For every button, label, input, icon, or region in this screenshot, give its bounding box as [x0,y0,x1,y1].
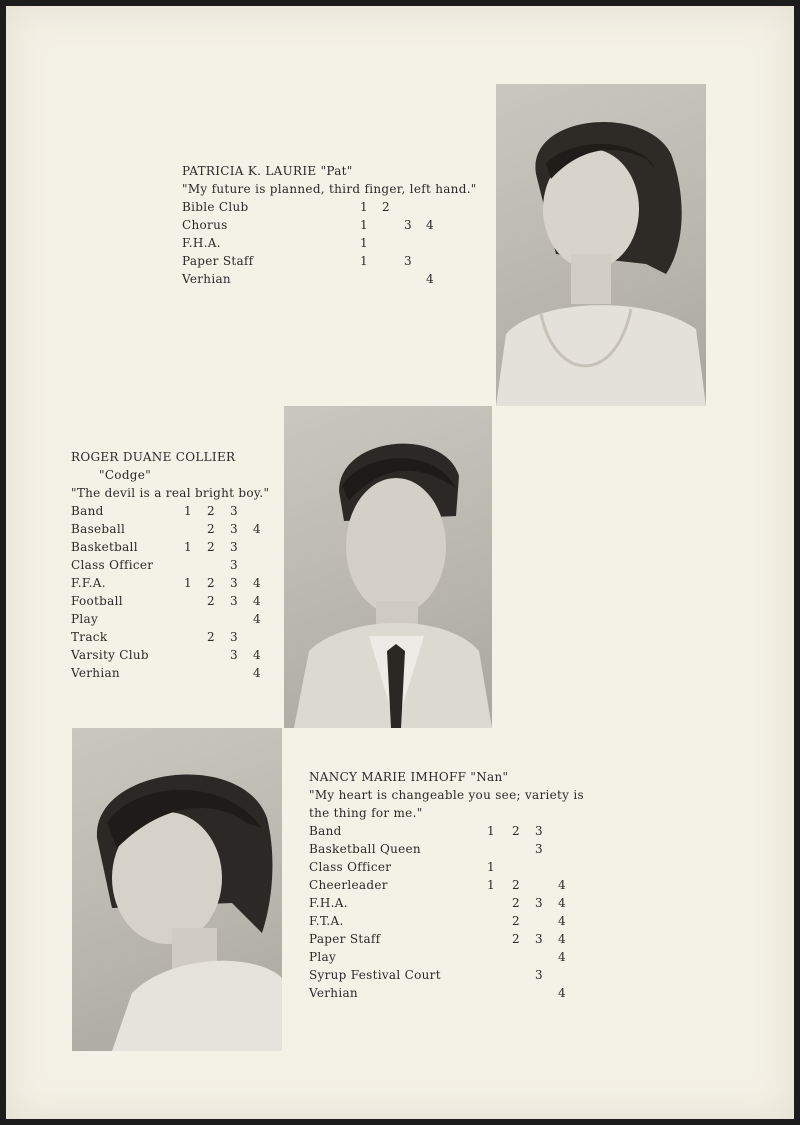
activity-year: 3 [404,254,412,268]
student-nickname: "Codge" [99,468,152,482]
activity-year: 2 [207,522,215,536]
activity-list [309,822,584,1002]
activity-row [71,610,269,628]
activity-year: 4 [558,896,566,910]
activity-row [71,556,269,574]
activity-list [71,502,269,682]
activity-row [182,252,477,270]
activity-year: 2 [512,878,520,892]
activity-label: Basketball [71,540,138,554]
activity-label: Bible Club [182,200,249,214]
activity-row [309,930,584,948]
activity-list [182,198,477,288]
activity-year: 3 [535,968,543,982]
activity-year: 1 [360,218,368,232]
activity-row [71,538,269,556]
activity-label: Track [71,630,108,644]
activity-row [182,270,477,288]
activity-row [309,912,584,930]
student-nickname: "Nan" [470,770,509,784]
yearbook-page [6,6,794,1119]
student-quote-line: "My heart is changeable you see; variety is [309,788,584,802]
activity-year: 3 [404,218,412,232]
activity-label: Play [71,612,99,626]
activity-label: Cheerleader [309,878,388,892]
activity-label: Baseball [71,522,126,536]
activity-year: 3 [535,896,543,910]
student-quote-line: the thing for me." [309,806,423,820]
activity-row [309,984,584,1002]
activity-year: 4 [253,612,261,626]
student-name: PATRICIA K. LAURIE [182,164,317,178]
activity-year: 2 [512,914,520,928]
activity-year: 2 [512,824,520,838]
activity-label: Basketball Queen [309,842,421,856]
activity-year: 2 [207,540,215,554]
portrait-image [72,728,282,1051]
portrait-image [496,84,706,406]
activity-year: 4 [426,272,434,286]
activity-year: 1 [184,540,192,554]
activity-year: 3 [230,648,238,662]
activity-year: 1 [184,576,192,590]
activity-year: 3 [230,504,238,518]
activity-label: Band [71,504,104,518]
activity-label: Band [309,824,342,838]
activity-label: Football [71,594,123,608]
student-entry-roger [71,448,269,682]
activity-label: F.T.A. [309,914,344,928]
activity-year: 4 [426,218,434,232]
activity-label: Play [309,950,337,964]
student-entry-nancy [309,768,584,1002]
student-quote: "My future is planned, third finger, left hand." [182,182,477,196]
activity-year: 2 [512,896,520,910]
activity-year: 3 [230,594,238,608]
activity-label: Verhian [309,986,358,1000]
activity-row [71,592,269,610]
student-name-line [182,162,477,180]
activity-label: Paper Staff [309,932,381,946]
activity-year: 3 [230,558,238,572]
activity-row [309,876,584,894]
activity-label: Paper Staff [182,254,254,268]
activity-year: 4 [558,914,566,928]
activity-year: 2 [207,594,215,608]
activity-row [71,574,269,592]
activity-year: 1 [184,504,192,518]
activity-year: 4 [558,986,566,1000]
activity-year: 1 [487,878,495,892]
activity-year: 4 [253,522,261,536]
activity-label: Class Officer [309,860,392,874]
student-nickname: "Pat" [320,164,353,178]
activity-year: 1 [487,860,495,874]
activity-label: Chorus [182,218,228,232]
activity-row [71,664,269,682]
activity-year: 4 [558,878,566,892]
activity-row [309,840,584,858]
activity-label: F.F.A. [71,576,106,590]
activity-year: 3 [230,576,238,590]
activity-row [309,948,584,966]
activity-year: 3 [230,540,238,554]
portrait-image [284,406,492,728]
student-name: ROGER DUANE COLLIER [71,450,236,464]
activity-row [182,216,477,234]
activity-year: 2 [207,504,215,518]
activity-year: 4 [558,932,566,946]
portrait-photo-patricia [496,84,706,406]
student-entry-patricia [182,162,477,288]
activity-row [309,894,584,912]
activity-year: 1 [360,254,368,268]
activity-year: 2 [207,576,215,590]
activity-year: 4 [253,594,261,608]
student-name: NANCY MARIE IMHOFF [309,770,467,784]
student-quote: "The devil is a real bright boy." [71,486,270,500]
activity-label: F.H.A. [182,236,221,250]
activity-row [71,520,269,538]
activity-year: 3 [230,522,238,536]
activity-label: Syrup Festival Court [309,968,441,982]
activity-year: 4 [558,950,566,964]
activity-year: 1 [360,200,368,214]
activity-year: 3 [230,630,238,644]
activity-label: Varsity Club [71,648,149,662]
activity-row [309,822,584,840]
activity-row [71,646,269,664]
activity-row [71,502,269,520]
activity-year: 3 [535,932,543,946]
student-name-line [309,768,584,786]
activity-year: 1 [487,824,495,838]
activity-row [309,966,584,984]
activity-label: F.H.A. [309,896,348,910]
activity-label: Verhian [71,666,120,680]
activity-year: 3 [535,824,543,838]
activity-year: 4 [253,666,261,680]
activity-year: 2 [207,630,215,644]
activity-year: 3 [535,842,543,856]
activity-year: 4 [253,648,261,662]
activity-row [71,628,269,646]
activity-row [182,234,477,252]
portrait-photo-roger [284,406,492,728]
activity-year: 2 [512,932,520,946]
activity-label: Class Officer [71,558,154,572]
activity-row [182,198,477,216]
activity-year: 4 [253,576,261,590]
portrait-photo-nancy [72,728,282,1051]
activity-row [309,858,584,876]
activity-year: 2 [382,200,390,214]
activity-year: 1 [360,236,368,250]
activity-label: Verhian [182,272,231,286]
